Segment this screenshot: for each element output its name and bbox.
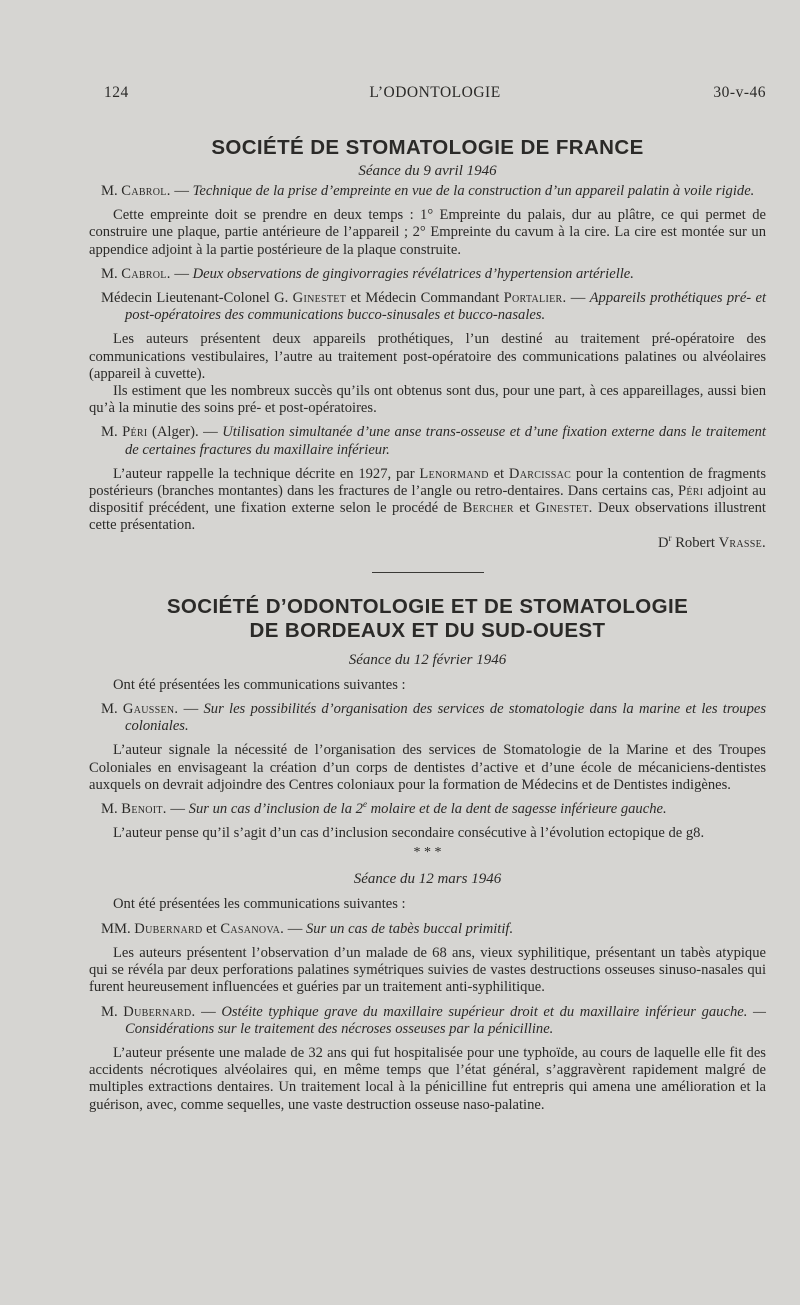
section-title-stomatologie-france: SOCIÉTÉ DE STOMATOLOGIE DE FRANCE bbox=[211, 136, 644, 159]
seance-date: Séance du 12 février 1946 bbox=[348, 651, 507, 668]
abstract-paragraph: Ils estiment que les nombreux succès qu’ils ont obtenus sont dus, pour une part, à ces appareillages, aussi bien qu’à la minutie des soins pré- et post-opératoires. bbox=[89, 383, 766, 417]
communication-heading: M. Cabrol. — Technique de la prise d’empreinte en vue de la construction d’un appareil palatin à voile rigide. bbox=[101, 183, 755, 199]
abstract-paragraph: Cette empreinte doit se prendre en deux temps : 1° Empreinte du palais, dur au plâtre, ce qui permet de construire une plaque, partie antérieure de l’appareil ; 2° Empreinte du cavum à la cire. La cire est montée sur un appendice adjoint à la partie postérieure de la plaque construite. bbox=[89, 207, 766, 258]
communication-heading: M. Gaussen. — Sur les possibilités d’organisation des services de stomatologie dans la marine et les troupes coloniales. bbox=[101, 701, 767, 735]
abstract-paragraph: Les auteurs présentent l’observation d’un malade de 68 ans, vieux syphilitique, présentant un tabès atypique qui se révéla par deux perforations palatines symétriques suivies de vastes destructions osseuses sinuso-nasales qui furent heureusement influencées et guéries par un traitement anti-syphilitique. bbox=[89, 944, 766, 996]
communication-heading: MM. Dubernard et Casanova. — Sur un cas de tabès buccal primitif. bbox=[101, 920, 514, 937]
communication-heading: M. Dubernard. — Ostéite typhique grave du maxillaire supérieur droit et du maxillaire inférieur gauche. — Considérations sur le traitement des nécroses osseuses par la pénicilline. bbox=[101, 1003, 766, 1037]
separator-asterism: * * * bbox=[413, 845, 442, 861]
section-divider bbox=[372, 572, 484, 573]
journal-title: L’ODONTOLOGIE bbox=[369, 84, 501, 101]
seance-date: Séance du 9 avril 1946 bbox=[358, 163, 497, 179]
abstract-paragraph: L’auteur rappelle la technique décrite en 1927, par Lenormand et Darcissac pour la contention de fragments postérieurs (branches montantes) dans les fractures de l’angle ou retro-dentaires. Dans certains cas, Péri adjoint au dispositif précédent, une fixation externe selon le procédé de Bercher et Ginestet. Deux observations illustrent cette présentation. bbox=[89, 465, 767, 534]
abstract-paragraph: L’auteur présente une malade de 32 ans qui fut hospitalisée pour une typhoïde, au cours de laquelle elle fit des accidents nécrotiques alvéolaires qui, en même temps que l’état général, s’aggravèrent rapidement malgré de multiples extractions dentaires. Un traitement local à la pénicilline fut entrepris qui amena une amélioration et la guérison, avec, comme sequelles, une vaste destruction osseuse naso-palatine. bbox=[89, 1044, 766, 1113]
abstract-paragraph: L’auteur signale la nécessité de l’organisation des services de Stomatologie de la Marine et des Troupes Coloniales en envisageant la création d’un corps de dentistes d’active et d’une école de mécaniciens-dentistes auxquels on devrait adjoindre des Centres coloniaux pour la formation de Médecins et de Dentistes indigènes. bbox=[89, 742, 766, 793]
communication-heading: M. Benoit. — Sur un cas d’inclusion de la 2e molaire et de la dent de sagesse inférieure gauche. bbox=[101, 799, 667, 818]
page-number: 124 bbox=[104, 84, 129, 101]
author-signature: $D^r$ Robert Vrasse. bbox=[657, 532, 766, 551]
communication-heading: Médecin Lieutenant-Colonel G. Ginestet et Médecin Commandant Portalier. — Appareils prothétiques pré- et post-opératoires des communications bucco-sinusales et bucco-nasales. bbox=[101, 290, 767, 324]
article-body bbox=[89, 136, 766, 1114]
seance-date: Séance du 12 mars 1946 bbox=[353, 871, 502, 888]
intro-line: Ont été présentées les communications suivantes : bbox=[113, 676, 406, 693]
section-title-odontologie-bordeaux: SOCIÉTÉ D’ODONTOLOGIE ET DE STOMATOLOGIE bbox=[166, 594, 689, 618]
communication-heading: M. Cabrol. — Deux observations de gingivorragies révélatrices d’hypertension artérielle. bbox=[101, 265, 634, 282]
intro-line: Ont été présentées les communications suivantes : bbox=[113, 896, 406, 913]
communication-heading: M. Péri (Alger). — Utilisation simultanée d’une anse trans-osseuse et d’une fixation externe dans le traitement de certaines fractures du maxillaire inférieur. bbox=[101, 424, 766, 458]
section-title-line-2: DE BORDEAUX ET DU SUD-OUEST bbox=[249, 618, 606, 642]
abstract-paragraph: L’auteur pense qu’il s’agit d’un cas d’inclusion secondaire consécutive à l’évolution ectopique de g8. bbox=[113, 825, 705, 842]
issue-date: 30-v-46 bbox=[713, 84, 766, 101]
abstract-paragraph: Les auteurs présentent deux appareils prothétiques, l’un destiné au traitement pré-opératoire des communications vestibulaires, l’autre au traitement post-opératoire des communications palatines ou alvéolaires (appareil à cuvette). bbox=[89, 331, 766, 382]
